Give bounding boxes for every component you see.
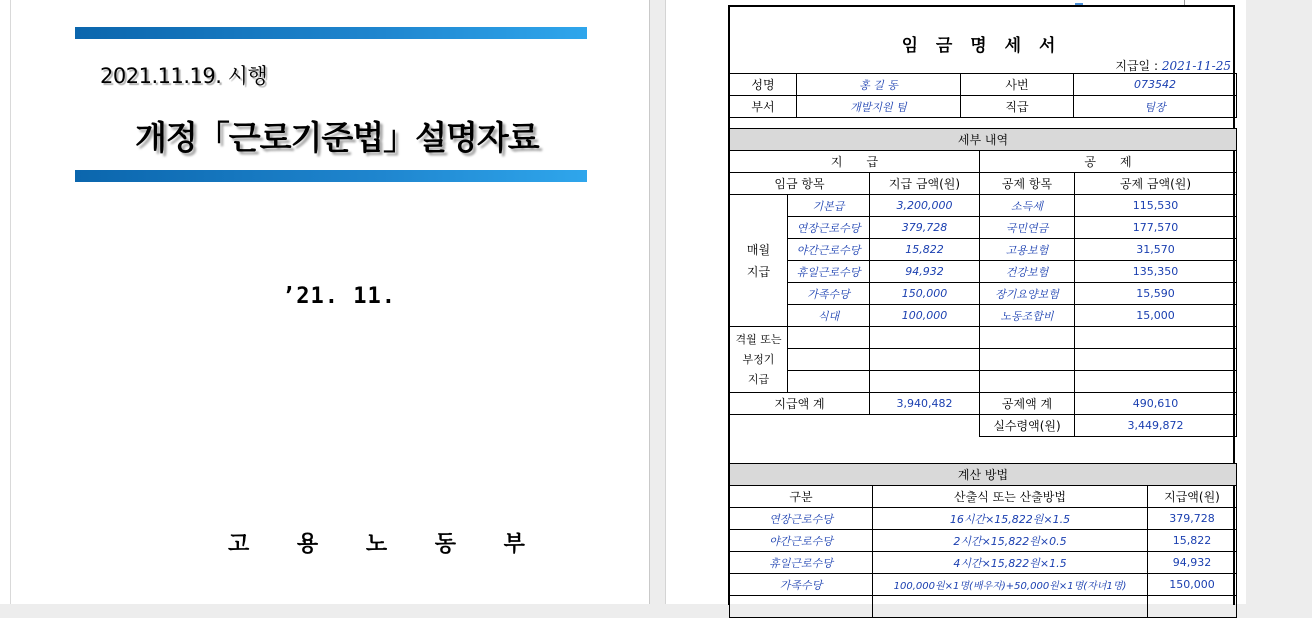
table-row (730, 508, 1237, 530)
table-row (730, 305, 1237, 327)
empty-cell (980, 349, 1075, 371)
cover-title: 개정「근로기준법」설명자료 (135, 118, 539, 157)
empty-cell (1148, 596, 1237, 618)
table-row (730, 74, 1237, 96)
table-row (730, 327, 1237, 349)
table-row (730, 195, 1237, 217)
empty-cell (873, 596, 1148, 618)
pay-amount: 150,000 (870, 283, 980, 305)
pay-item: 가족수당 (788, 283, 870, 305)
calc-formula: 2시간×15,822원×0.5 (873, 530, 1148, 552)
deduct-item: 소득세 (980, 195, 1075, 217)
table-row (730, 552, 1237, 574)
pay-date-value: 2021-11-25 (1161, 59, 1231, 73)
calc-amount: 379,728 (1148, 508, 1237, 530)
col-pay-amount: 지급 금액(원) (870, 173, 980, 195)
calc-formula: 4시간×15,822원×1.5 (873, 552, 1148, 574)
col-wage-item: 임금 항목 (730, 173, 870, 195)
deduct-item: 노동조합비 (980, 305, 1075, 327)
empty-cell (870, 371, 980, 393)
empty-cell (730, 415, 980, 437)
total-deduct-value: 490,610 (1075, 393, 1237, 415)
cover-top-bar (75, 27, 587, 39)
cover-issue-date: ’21. 11. (282, 284, 396, 309)
table-row (730, 574, 1237, 596)
empty-cell (870, 349, 980, 371)
table-row (730, 239, 1237, 261)
dept-value: 개발지원 팀 (797, 96, 961, 118)
deduct-item: 건강보험 (980, 261, 1075, 283)
position-label: 직급 (961, 96, 1074, 118)
pay-details-table (729, 128, 1237, 437)
total-deduct-label: 공제액 계 (980, 393, 1075, 415)
deduct-amount: 15,000 (1075, 305, 1237, 327)
calc-amount: 15,822 (1148, 530, 1237, 552)
deduct-amount: 115,530 (1075, 195, 1237, 217)
table-row (730, 415, 1237, 437)
pay-item: 야간근로수당 (788, 239, 870, 261)
calc-name: 가족수당 (730, 574, 873, 596)
deduct-amount: 135,350 (1075, 261, 1237, 283)
irregular-label-3: 지급 (747, 372, 770, 386)
calc-name: 휴일근로수당 (730, 552, 873, 574)
table-row (730, 261, 1237, 283)
table-row (730, 393, 1237, 415)
emp-no-label: 사번 (961, 74, 1074, 96)
position-value: 팀장 (1074, 96, 1237, 118)
total-pay-value: 3,940,482 (870, 393, 980, 415)
calc-header: 계산 방법 (730, 464, 1237, 486)
calc-col-amount: 지급액(원) (1148, 486, 1237, 508)
deduct-amount: 177,570 (1075, 217, 1237, 239)
table-row (730, 151, 1237, 173)
table-row (730, 129, 1237, 151)
irregular-label-1: 격월 또는 (735, 332, 782, 346)
calc-formula: 16시간×15,822원×1.5 (873, 508, 1148, 530)
pay-date-label: 지급일 : (1115, 59, 1162, 73)
deduct-item: 장기요양보험 (980, 283, 1075, 305)
net-value: 3,449,872 (1075, 415, 1237, 437)
name-value: 홍 길 동 (797, 74, 961, 96)
table-row (730, 596, 1237, 618)
cover-ministry: 고 용 노 동 부 (228, 531, 545, 557)
empty-cell (980, 371, 1075, 393)
empty-cell (788, 327, 870, 349)
payment-header: 지 급 (730, 151, 980, 173)
pay-item: 휴일근로수당 (788, 261, 870, 283)
calc-col-name: 구분 (730, 486, 873, 508)
table-row (730, 349, 1237, 371)
pay-item: 식대 (788, 305, 870, 327)
pay-amount: 100,000 (870, 305, 980, 327)
table-row (730, 283, 1237, 305)
empty-cell (730, 596, 873, 618)
deduct-amount: 15,590 (1075, 283, 1237, 305)
cover-page (0, 0, 650, 604)
calc-name: 연장근로수당 (730, 508, 873, 530)
table-row (730, 96, 1237, 118)
pay-item: 연장근로수당 (788, 217, 870, 239)
empty-cell (1075, 371, 1237, 393)
empty-cell (870, 327, 980, 349)
pay-amount: 379,728 (870, 217, 980, 239)
monthly-label (730, 195, 788, 327)
deduct-item: 고용보험 (980, 239, 1075, 261)
table-row (730, 217, 1237, 239)
irregular-label (730, 327, 788, 393)
cover-date-line: 2021.11.19. 시행 (100, 64, 268, 88)
empty-cell (1075, 349, 1237, 371)
payslip-page (665, 0, 1246, 604)
empty-cell (788, 349, 870, 371)
payslip-form (728, 5, 1235, 605)
payslip-title: 임 금 명 세 서 (901, 36, 1062, 56)
pay-item: 기본급 (788, 195, 870, 217)
monthly-label-2: 지급 (746, 264, 771, 279)
deduct-item: 국민연금 (980, 217, 1075, 239)
name-label: 성명 (730, 74, 797, 96)
table-row (730, 530, 1237, 552)
details-header: 세부 내역 (730, 129, 1237, 151)
calc-name: 야간근로수당 (730, 530, 873, 552)
pay-amount: 3,200,000 (870, 195, 980, 217)
empty-cell (788, 371, 870, 393)
table-row (730, 371, 1237, 393)
page-edge-line (10, 0, 11, 604)
col-deduct-amount: 공제 금액(원) (1075, 173, 1237, 195)
irregular-label-2: 부정기 (742, 352, 775, 366)
table-row (730, 173, 1237, 195)
table-row (730, 464, 1237, 486)
calc-amount: 150,000 (1148, 574, 1237, 596)
calc-method-table (729, 463, 1237, 618)
col-deduct-item: 공제 항목 (980, 173, 1075, 195)
dept-label: 부서 (730, 96, 797, 118)
cover-bottom-bar (75, 170, 587, 182)
monthly-label-1: 매월 (746, 242, 771, 257)
calc-formula: 100,000원×1명(배우자)+50,000원×1명(자녀1명) (873, 574, 1148, 596)
deduction-header: 공 제 (980, 151, 1237, 173)
employee-info-table (729, 73, 1237, 118)
empty-cell (980, 327, 1075, 349)
pay-date (1115, 57, 1231, 74)
calc-amount: 94,932 (1148, 552, 1237, 574)
emp-no-value: 073542 (1074, 74, 1237, 96)
calc-col-formula: 산출식 또는 산출방법 (873, 486, 1148, 508)
deduct-amount: 31,570 (1075, 239, 1237, 261)
net-label: 실수령액(원) (980, 415, 1075, 437)
table-row (730, 486, 1237, 508)
pay-amount: 15,822 (870, 239, 980, 261)
empty-cell (1075, 327, 1237, 349)
pay-amount: 94,932 (870, 261, 980, 283)
total-pay-label: 지급액 계 (730, 393, 870, 415)
